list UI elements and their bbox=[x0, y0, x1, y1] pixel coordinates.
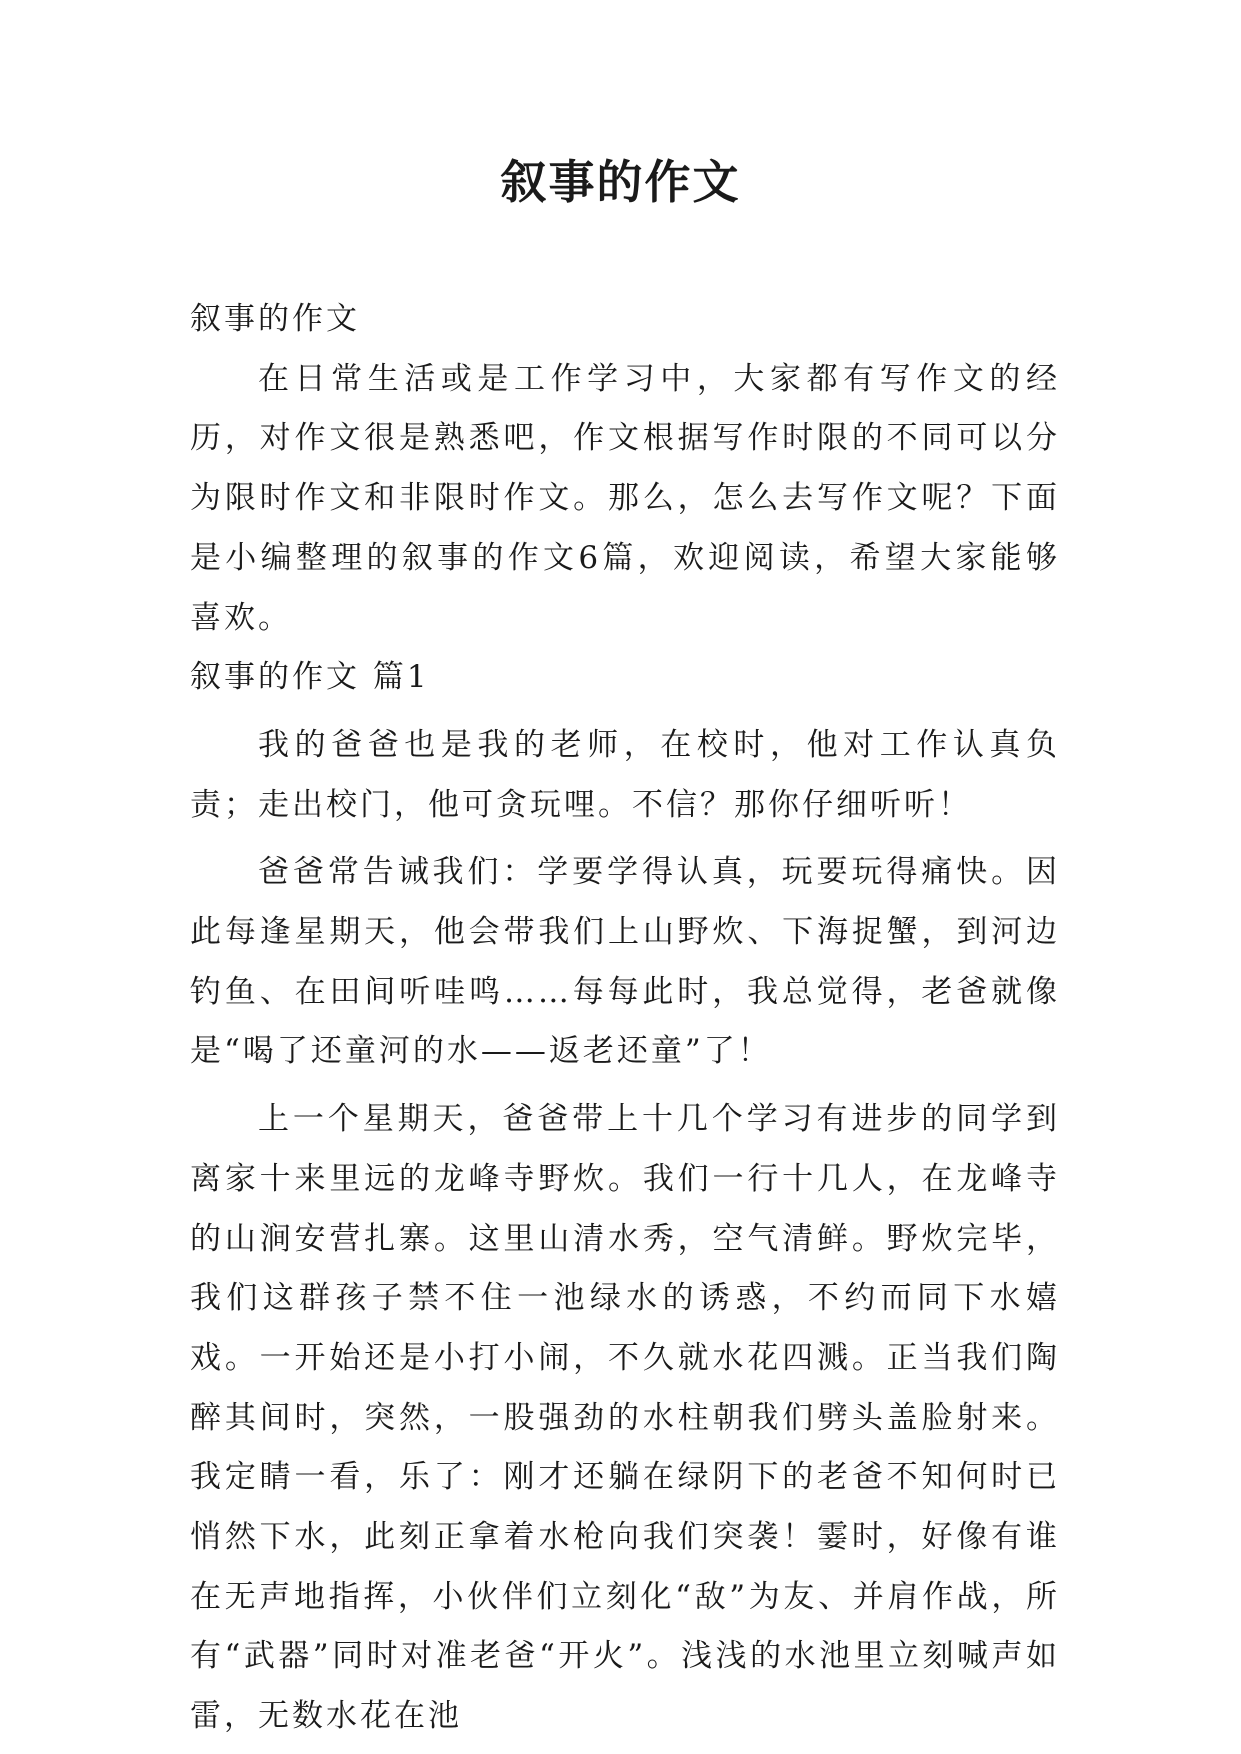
document-title: 叙事的作文 bbox=[500, 155, 741, 209]
body-paragraph: 我的爸爸也是我的老师，在校时，他对工作认真负责；走出校门，他可贪玩哩。不信？那你仔细听听！ bbox=[190, 726, 1060, 823]
document-body bbox=[190, 290, 1060, 1747]
section-heading: 叙事的作文 篇1 bbox=[190, 659, 430, 696]
body-paragraph: 爸爸常告诫我们：学要学得认真，玩要玩得痛快。因此每逢星期天，他会带我们上山野炊、下海捉蟹，到河边钓鱼、在田间听哇鸣……每每此时，我总觉得，老爸就像是“喝了还童河的水——返老还童”了！ bbox=[190, 854, 1060, 1070]
body-paragraph: 上一个星期天，爸爸带上十几个学习有进步的同学到离家十来里远的龙峰寺野炊。我们一行十几人，在龙峰寺的山涧安营扎寨。这里山清水秀，空气清鲜。野炊完毕，我们这群孩子禁不住一池绿水的诱惑，不约而同下水嬉戏。一开始还是小打小闹，不久就水花四溅。正当我们陶醉其间时，突然，一股强劲的水柱朝我们劈头盖脸射来。我定睛一看，乐了：刚才还躺在绿阴下的老爸不知何时已悄然下水，此刻正拿着水枪向我们突袭！霎时，好像有谁在无声地指挥，小伙伴们立刻化“敌”为友、并肩作战，所有“武器”同时对准老爸“开火”。浅浅的水池里立刻喊声如雷，无数水花在池 bbox=[190, 1101, 1060, 1735]
intro-paragraph: 在日常生活或是工作学习中，大家都有写作文的经历，对作文很是熟悉吧，作文根据写作时限的不同可以分为限时作文和非限时作文。那么，怎么去写作文呢？下面是小编整理的叙事的作文6篇，欢迎阅读，希望大家能够喜欢。 bbox=[190, 360, 1060, 636]
document-subtitle: 叙事的作文 bbox=[190, 301, 360, 337]
